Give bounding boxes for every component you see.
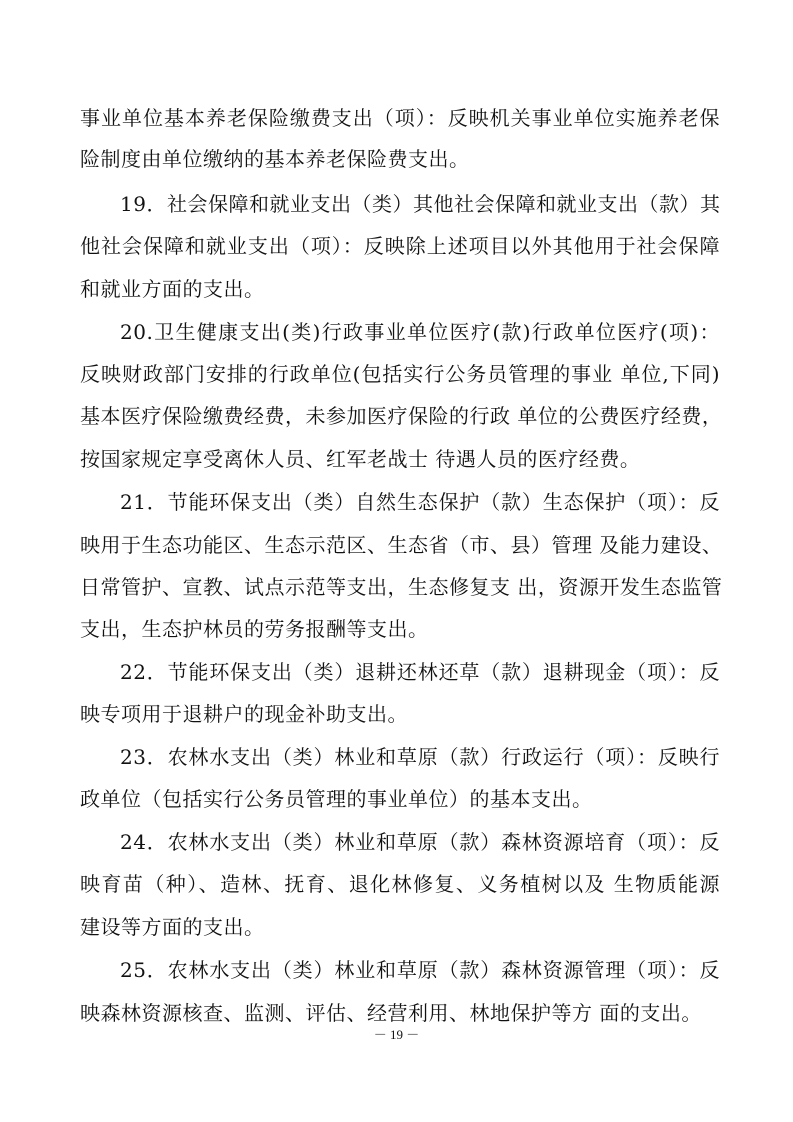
paragraph-heading-line: 21．节能环保支出（类）自然生态保护（款）生态保护（项）：反 [120, 490, 720, 514]
paragraph-heading-line: 24．农林水支出（类）林业和草原（款）森林资源培育（项）：反 [120, 830, 720, 854]
text-line: 基本医疗保险缴费经费，未参加医疗保险的行政 单位的公费医疗经费， [80, 404, 723, 428]
page-number: － 19 － [373, 1027, 420, 1042]
paragraph-heading-line: 25．农林水支出（类）林业和草原（款）森林资源管理（项）：反 [120, 958, 720, 982]
text-line: 映育苗（种）、造林、抚育、退化林修复、义务植树以及 生物质能源 [80, 872, 720, 896]
text-line: 支出，生态护林员的劳务报酬等支出。 [80, 617, 429, 641]
paragraph-heading-line: 22．节能环保支出（类）退耕还林还草（款）退耕现金（项）：反 [120, 660, 720, 684]
text-line: 政单位（包括实行公务员管理的事业单位）的基本支出。 [80, 787, 593, 811]
text-line: 险制度由单位缴纳的基本养老保险费支出。 [80, 147, 470, 171]
text-line: 按国家规定享受离休人员、红军老战士 待遇人员的医疗经费。 [80, 447, 641, 471]
text-line: 事业单位基本养老保险缴费支出（项）：反映机关事业单位实施养老保 [80, 106, 720, 130]
paragraph-heading-line: 20.卫生健康支出(类)行政事业单位医疗(款)行政单位医疗(项)： [120, 320, 720, 344]
text-line: 映用于生态功能区、生态示范区、生态省（市、县）管理 及能力建设、 [80, 533, 723, 557]
text-line: 日常管护、宣教、试点示范等支出，生态修复支 出，资源开发生态监管 [80, 575, 723, 599]
text-line: 和就业方面的支出。 [80, 277, 265, 301]
paragraph-heading-line: 19．社会保障和就业支出（类）其他社会保障和就业支出（款）其 [120, 192, 721, 216]
paragraph-heading-line: 23．农林水支出（类）林业和草原（款）行政运行（项）：反映行 [120, 745, 720, 769]
text-line: 映专项用于退耕户的现金补助支出。 [80, 702, 408, 726]
text-line: 他社会保障和就业支出（项）：反映除上述项目以外其他用于社会保障 [80, 234, 720, 258]
text-line: 映森林资源核查、监测、评估、经营利用、林地保护等方 面的支出。 [80, 1001, 702, 1025]
text-line: 反映财政部门安排的行政单位(包括实行公务员管理的事业 单位,下同) [80, 362, 720, 386]
text-line: 建设等方面的支出。 [80, 915, 265, 939]
